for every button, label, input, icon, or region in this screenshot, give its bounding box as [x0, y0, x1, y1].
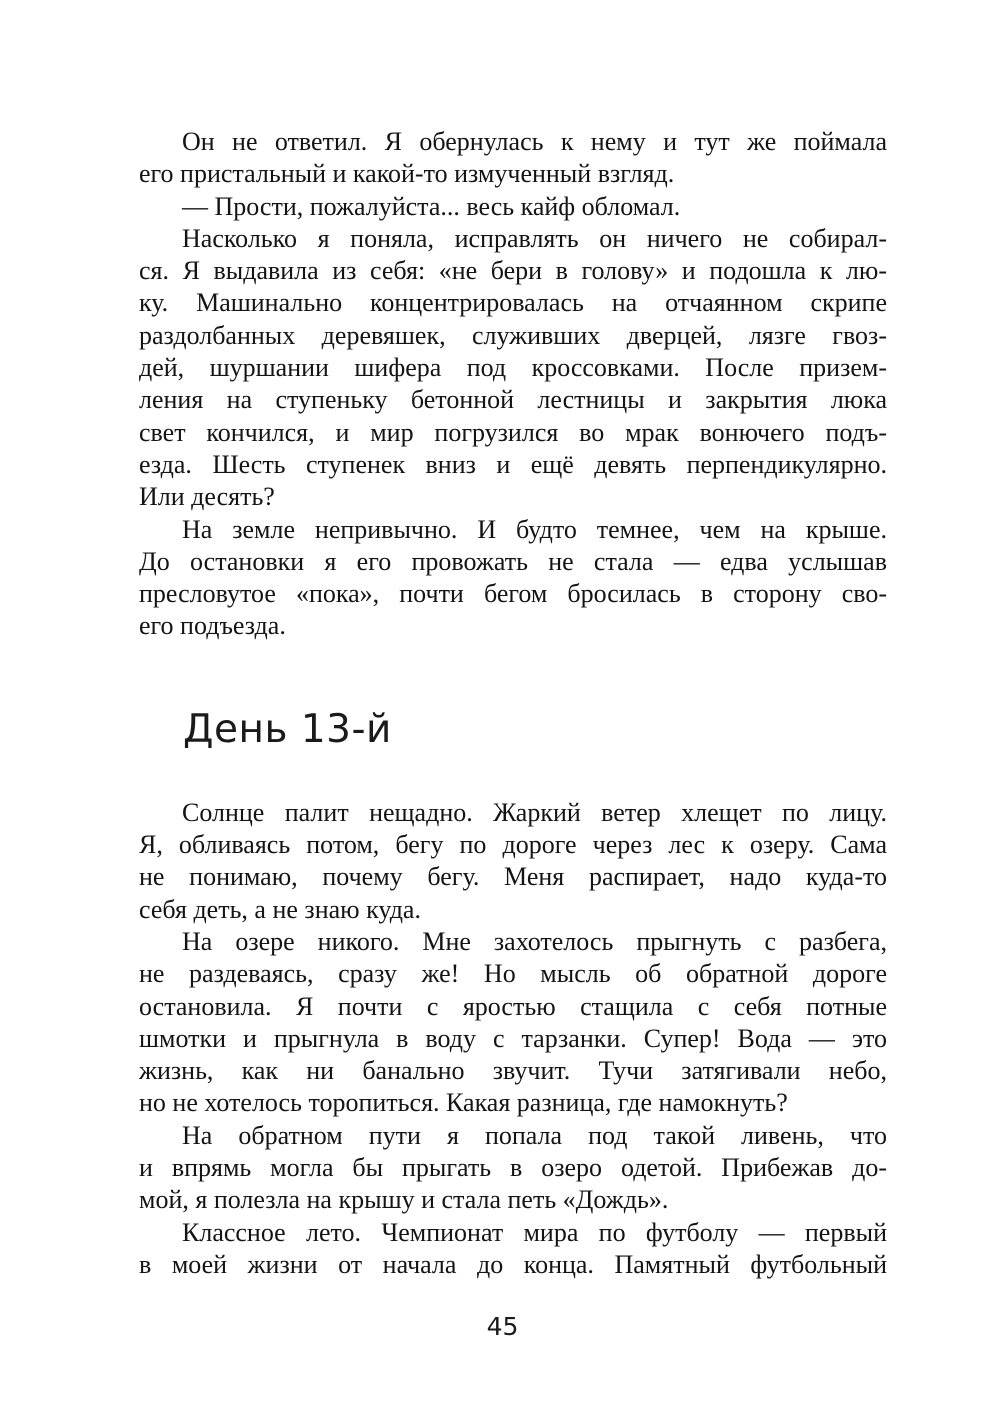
paragraph-5 — [139, 797, 887, 926]
text-line: и впрямь могла бы прыгать в озеро одетой. Прибежав до- — [139, 1153, 887, 1183]
text-line: раздолбанных деревяшек, служивших дверцей, лязге гвоз- — [139, 320, 887, 350]
paragraph-1 — [139, 126, 887, 191]
text-line: ку. Машинально концентрировалась на отчаянном скрипе — [139, 288, 887, 318]
text-column — [139, 0, 887, 1281]
chapter-heading: День 13-й — [183, 706, 392, 752]
text-line: себя деть, а не знаю куда. — [139, 894, 421, 924]
text-line: ся. Я выдавила из себя: «не бери в голову» и подошла к лю- — [139, 256, 887, 286]
text-line: Солнце палит нещадно. Жаркий ветер хлещет по лицу. — [182, 797, 887, 827]
text-line: езда. Шесть ступенек вниз и ещё девять перпендикулярно. — [139, 449, 887, 479]
text-line: До остановки я его провожать не стала — едва услышав — [139, 546, 887, 576]
text-line: пресловутое «пока», почти бегом бросилась в сторону сво- — [139, 579, 887, 609]
text-line: не понимаю, почему бегу. Меня распирает, надо куда-то — [139, 862, 887, 892]
text-line: свет кончился, и мир погрузился во мрак вонючего подъ- — [139, 417, 887, 447]
text-line: — Прости, пожалуйста... весь кайф обломал. — [182, 191, 681, 221]
text-line: его подъезда. — [139, 611, 286, 641]
text-line: остановила. Я почти с яростью стащила с себя потные — [139, 991, 887, 1021]
paragraph-7 — [139, 1120, 887, 1217]
text-line: не раздеваясь, сразу же! Но мысль об обратной дороге — [139, 959, 887, 989]
text-line: ления на ступеньку бетонной лестницы и закрытия люка — [139, 385, 887, 415]
page-number: 45 — [486, 1312, 519, 1341]
text-line: Классное лето. Чемпионат мира по футболу — первый — [182, 1217, 887, 1247]
text-line: Он не ответил. Я обернулась к нему и тут же поймала — [182, 127, 887, 156]
text-line: дей, шуршании шифера под кроссовками. После призем- — [139, 353, 887, 383]
text-line: Насколько я поняла, исправлять он ничего не собирал- — [182, 223, 887, 253]
text-line: его пристальный и какой-то измученный взгляд. — [139, 159, 675, 189]
paragraph-3 — [139, 223, 887, 514]
paragraph-4 — [139, 514, 887, 643]
text-line: шмотки и прыгнула в воду с тарзанки. Супер! Вода — это — [139, 1023, 887, 1053]
text-line: Или десять? — [139, 482, 275, 512]
paragraph-8 — [139, 1217, 887, 1282]
text-line: но не хотелось торопиться. Какая разница, где намокнуть? — [139, 1088, 788, 1118]
text-line: На озере никого. Мне захотелось прыгнуть с разбега, — [182, 926, 887, 956]
text-line: Я, обливаясь потом, бегу по дороге через лес к озеру. Сама — [139, 830, 887, 860]
text-line: в моей жизни от начала до конца. Памятный футбольный — [139, 1249, 887, 1279]
text-line: На обратном пути я попала под такой ливень, что — [182, 1120, 887, 1150]
paragraph-6 — [139, 926, 887, 1120]
text-line: мой, я полезла на крышу и стала петь «Дождь». — [139, 1185, 669, 1215]
text-line: На земле непривычно. И будто темнее, чем на крыше. — [182, 514, 887, 544]
paragraph-2 — [139, 191, 887, 223]
text-line: жизнь, как ни банально звучит. Тучи затягивали небо, — [139, 1056, 887, 1086]
